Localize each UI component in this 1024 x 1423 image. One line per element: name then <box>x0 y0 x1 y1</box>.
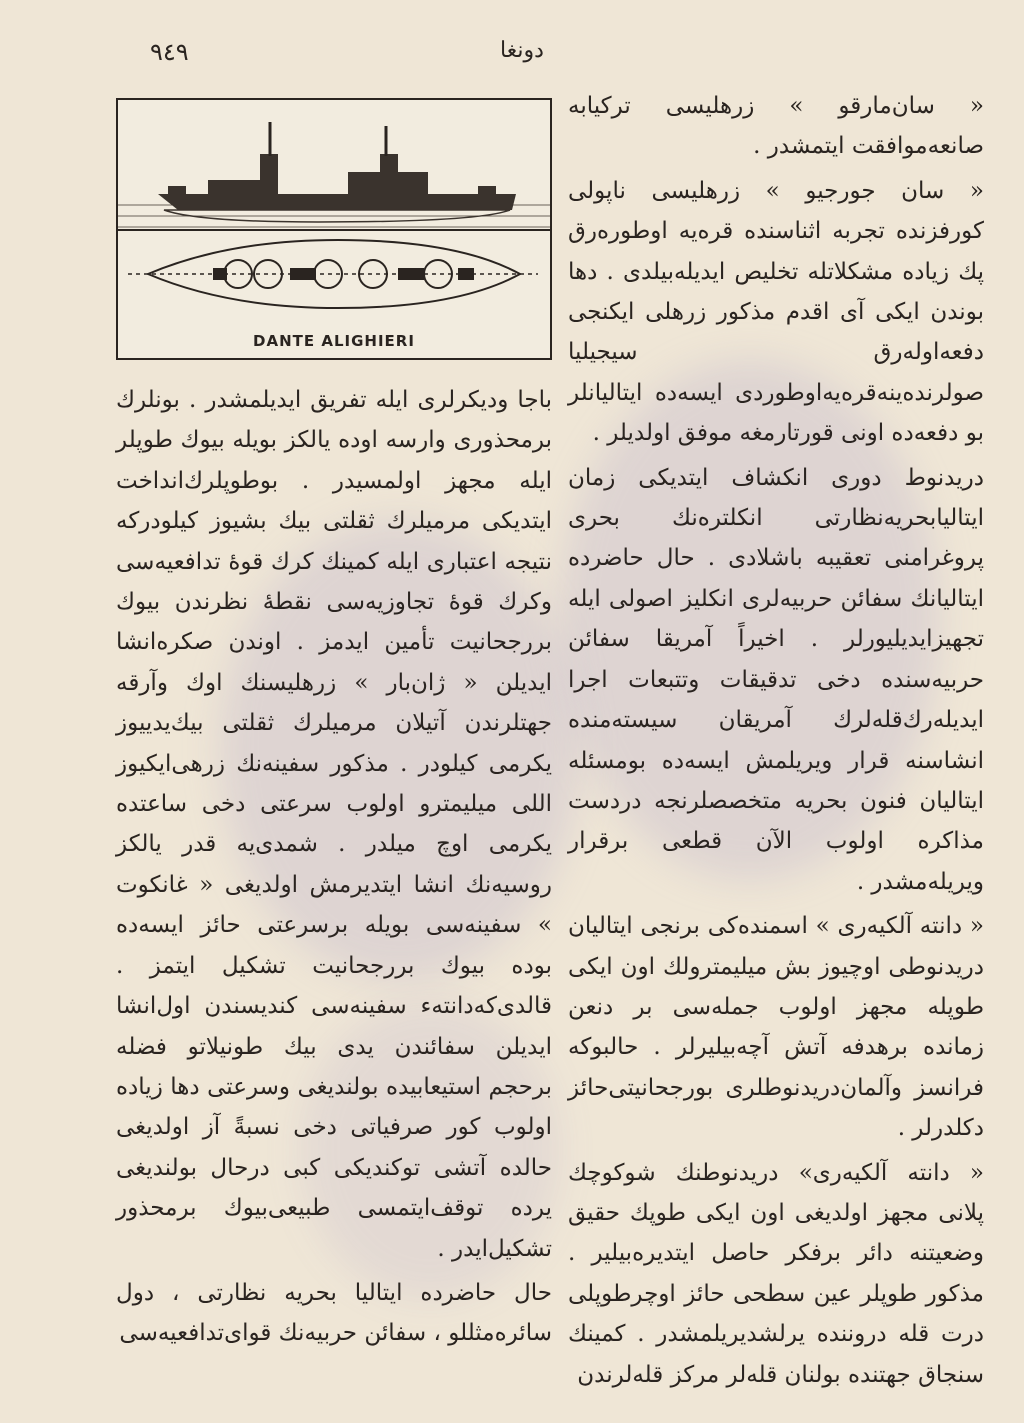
running-title: دونغا <box>500 38 544 63</box>
page-header <box>0 30 1024 70</box>
paragraph: حال حاضرده ایتالیا بحریه نظارتی ، دول سائره‌مثللو ، سفائن حربیه‌نك قوای‌تدافعیه‌سی <box>116 1279 552 1347</box>
ship-illustration <box>116 98 552 360</box>
paragraph: « دانته آلکیه‌ری » اسمنده‌کی برنجی ایتالیان دریدنوطی اوچیوز بش میلیمترولك اون ایکی طوپله مجهز اولوب جمله‌سی بر دنعن زمانده برهدفه آتش آچه‌بیلیرلر . حالبوکه فرانسز وآلمان‌دریدنوطلری بورجحانیتی‌حائز دکلدرلر . <box>568 913 984 1142</box>
page-number: ٩٤٩ <box>150 38 189 66</box>
ship-side-profile <box>118 122 550 227</box>
right-column-text <box>568 86 984 1399</box>
ship-deck-plan <box>128 240 538 308</box>
left-column-text <box>116 380 552 1358</box>
figure-caption: DANTE ALIGHIERI <box>253 332 415 350</box>
paragraph: « سان جورجیو » زرهلیسی ناپولی کورفزنده تجربه اثناسنده قره‌یه اوطوره‌رق پك زیاده مشکلاتله تخلیص ایدیله‌بیلدی . دها بوندن ایکی آی اقدم مذکور زرهلی ایکنجی دفعه‌اوله‌رق سیجیلیا صولرنده‌ینه‌قره‌یه‌اوطوردی ایسه‌ده ایتالیانلر بو دفعه‌ده اونی قورتارمغه موفق اولدیلر . <box>568 177 984 447</box>
paragraph: « سان‌مارقو » زرهلیسی ترکیابه صانعه‌موافقت ایتمشدر . <box>568 93 984 160</box>
ship-diagram-svg <box>118 100 550 358</box>
paragraph: « دانته آلکیه‌ری» دریدنوطنك شوکوچك پلانی مجهز اولدیغی اون ایکی طوپك حقیق وضعیتنه دائر برفکر حاصل ایتدیره‌بیلیر . مذکور طوپلر عین سطحی حائز اوچرطوپلی درت قله دروننده یرلشدیریلمشدر . کمینك سنجاق جهتنده بولنان قله‌لر مرکز قله‌لرندن <box>568 1159 984 1388</box>
paragraph: باجا ودیکرلری ایله تفریق ایدیلمشدر . بونلرك برمحذوری وارسه اوده یالکز بویله بیوك طوپلر ایله مجهز اولمسیدر . بوطوپلرك‌انداخت ایتدیکی مرمیلرك ثقلتی بیك بشیوز کیلودرکه نتیجه اعتباری ایله کمینك کرك قوهٔ تدافعیه‌سی وکرك قوهٔ تجاوزیه‌سی نقطهٔ نظرندن بیوك بررجحانیت تأمین ایدمز . اوندن صکره‌انشا ایدیلن « ژان‌بار » زرهلیسنك اوك وآرقه جهتلرندن آتیلان مرمیلرك ثقلتی بیك‌یدییوز یکرمی کیلودر . مذکور سفینه‌نك زرهی‌ایکیوز اللی میلیمترو اولوب سرعتی دخی ساعتده یکرمی اوچ میلدر . شمدی‌یه قدر یالکز روسیه‌نك انشا ایتدیرمش اولدیغی « غانکوت » سفینه‌سی بویله برسرعتی حائز ایسه‌ده بوده بیوك بررجحانیت تشکیل ایتمز . قالدی‌که‌دانته‌ء سفینه‌سی کندیسندن اول‌انشا ایدیلن سفائندن یدی بیك طونیلاتو فضله برحجم استیعابیده بولندیغی وسرعتی دها زیاده اولوب کور صرفیاتی دخی نسبةً آز اولدیغی حالده آتشی توکندیکی کبی درحال بولندیغی یرده توقف‌ایتمسی طبیعی‌بیوك برمحذور تشکیل‌ایدر . <box>116 387 552 1262</box>
paragraph: دریدنوط دوری انکشاف ایتدیکی زمان ایتالیابحریه‌نظارتی انکلتره‌نك بحری پروغرامنی تعقیبه باشلادی . حال حاضرده ایتالیانك سفائن حربیه‌لری انکلیز اصولی ایله تجهیزایدیلیورلر . اخیراً آمریقا سفائن حربیه‌سنده دخی تدقیقات وتتبعات اجرا ایدیله‌رك‌قله‌لرك آمریقان سیسته‌منده انشاسنه قرار ویریلمش ایسه‌ده بومسئله ایتالیان فنون بحریه متخصصلرنجه دردست مذاکره اولوب الآن قطعی برقرار ویریله‌مشدر . <box>568 464 984 895</box>
